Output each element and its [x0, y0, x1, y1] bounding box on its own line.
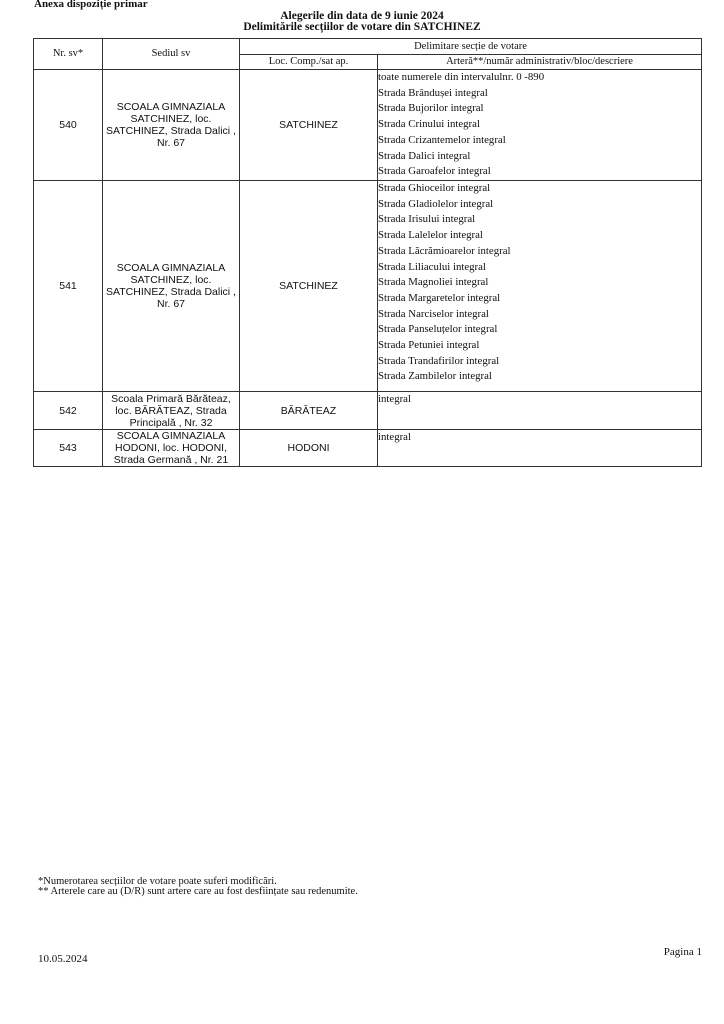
artery-item: Strada Trandafirilor integral — [378, 354, 500, 367]
sections-table — [33, 38, 702, 467]
artery-item: Strada Liliacului integral — [378, 260, 486, 273]
col-header-artera: Arteră**/număr administrativ/bloc/descriere — [378, 55, 702, 70]
document-title: Alegerile din data de 9 iunie 2024 — [280, 10, 444, 22]
artery-item: Strada Gladiolelor integral — [378, 197, 494, 210]
artery-item: Strada Panseluțelor integral — [378, 323, 498, 336]
col-header-nr: Nr. sv* — [34, 39, 103, 70]
locality: SATCHINEZ — [240, 70, 378, 181]
artery-item: Strada Dalici integral — [378, 149, 471, 162]
col-header-sediu: Sediul sv — [103, 39, 240, 70]
table-row — [34, 392, 702, 430]
document-date: 10.05.2024 — [38, 953, 88, 965]
table-row — [34, 430, 702, 467]
artery-item: Strada Brândușei integral — [378, 86, 488, 99]
artery-item: Strada Bujorilor integral — [378, 102, 484, 115]
section-location: SCOALA GIMNAZIALA HODONI, loc. HODONI, Strada Germană , Nr. 21 — [103, 430, 240, 467]
footnote-arteries: ** Arterele care au (D/R) sunt artere care au fost desființate sau redenumite. — [38, 886, 358, 897]
section-location: SCOALA GIMNAZIALA SATCHINEZ, loc. SATCHINEZ, Strada Dalici , Nr. 67 — [103, 181, 240, 392]
section-number: 540 — [34, 70, 103, 181]
section-number: 542 — [34, 392, 103, 430]
artery-item: integral — [378, 393, 411, 405]
artery-item: Strada Crinului integral — [378, 118, 480, 131]
artery-list — [378, 392, 702, 430]
col-header-loc: Loc. Comp./sat ap. — [240, 55, 378, 70]
artery-item: Strada Margaretelor integral — [378, 291, 501, 304]
annex-label: Anexa dispoziție primar — [34, 0, 148, 10]
artery-item: Strada Zambilelor integral — [378, 370, 492, 383]
artery-item: Strada Narciselor integral — [378, 307, 489, 320]
section-location: SCOALA GIMNAZIALA SATCHINEZ, loc. SATCHINEZ, Strada Dalici , Nr. 67 — [103, 70, 240, 181]
document-subtitle: Delimitările secțiilor de votare din SATCHINEZ — [243, 21, 481, 33]
table-row — [34, 181, 702, 392]
artery-item: Strada Lalelelor integral — [378, 229, 483, 242]
artery-item: integral — [378, 431, 411, 443]
artery-item: Strada Irisului integral — [378, 213, 476, 226]
artery-list — [378, 181, 702, 392]
section-number: 543 — [34, 430, 103, 467]
artery-item: Strada Ghioceilor integral — [378, 182, 491, 194]
table-header-row — [34, 39, 702, 55]
artery-list — [378, 430, 702, 467]
artery-item: Strada Garoafelor integral — [378, 165, 491, 178]
artery-item: Strada Petuniei integral — [378, 339, 480, 352]
artery-item: Strada Magnoliei integral — [378, 276, 489, 289]
artery-item: Strada Lăcrămioarelor integral — [378, 244, 511, 257]
section-number: 541 — [34, 181, 103, 392]
page-number: Pagina 1 — [663, 946, 702, 958]
locality: HODONI — [240, 430, 378, 467]
section-location: Scoala Primară Bărăteaz, loc. BĂRĂTEAZ, Strada Principală , Nr. 32 — [103, 392, 240, 430]
artery-list — [378, 70, 702, 181]
locality: SATCHINEZ — [240, 181, 378, 392]
footnote-numbering: *Numerotarea secțiilor de votare poate suferi modificări. — [38, 876, 277, 887]
locality: BĂRĂTEAZ — [240, 392, 378, 430]
artery-item: toate numerele din intervalulnr. 0 -890 — [378, 71, 545, 83]
artery-item: Strada Crizantemelor integral — [378, 133, 506, 146]
table-row — [34, 70, 702, 181]
col-header-delimitare: Delimitare secție de votare — [240, 39, 702, 55]
